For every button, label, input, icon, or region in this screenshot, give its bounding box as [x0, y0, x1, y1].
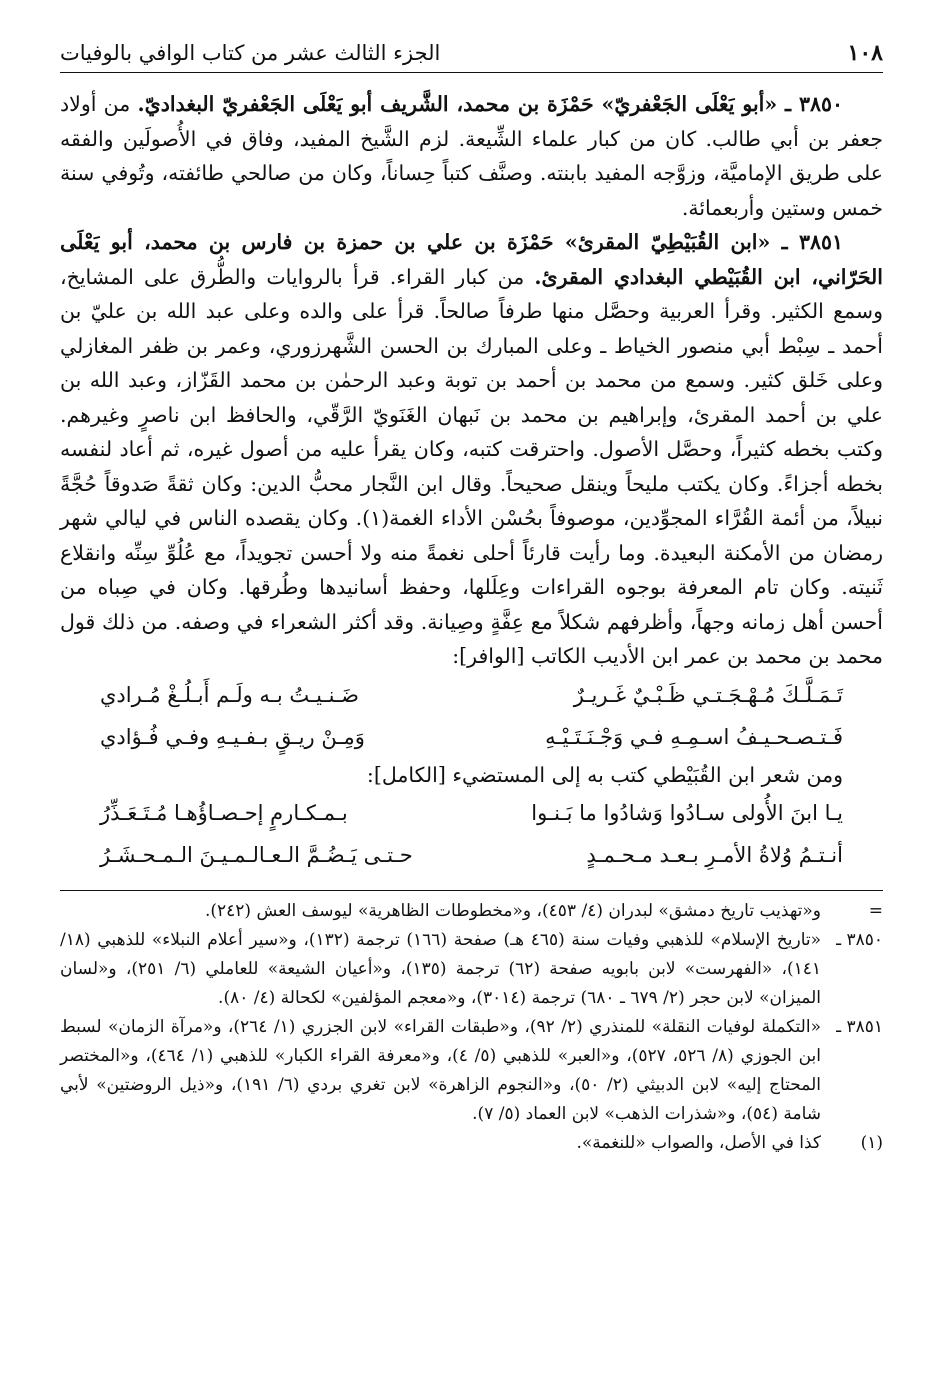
entry-text: من كبار القراء. قرأ بالروايات والطُّرق على المشايخ، وسمع الكثير. وقرأ العربية وحصَّل منها طرفاً صالحاً. قرأ على والده وعلى عبد الله بن عليّ بن أحمد ـ سِبْط أبي منصور الخياط ـ وعلى المبارك بن الحسن الشَّهرزوري، وعمر بن ظفر المغازلي وعلى خَلق كثير. وسمع من محمد بن أحمد بن توبة وعبد الرحمٰن بن محمد القَزّاز، وعبد الله بن علي بن أحمد المقرئ، وإبراهيم بن محمد بن نَبهان الغَنَويّ الرَّقّي، والحافظ ابن ناصرٍ وغيرهم. وكتب بخطه كثيراً، وحصَّل الأصول. واحترقت كتبه، وكان يقرأ عليه من أصول غيره، ثم أعاد لنفسه بخطه أجزاءً. وكان يكتب مليحاً وينقل صحيحاً. وقال ابن النَّجار محبُّ الدين: وكان ثقةً صَدوقاً حُجَّةً نبيلاً، من أئمة القُرَّاء المجوِّدين، موصوفاً بحُسْن الأداء الغمة(١). وكان يقصده الناس في ليالي شهر رمضان من الأمكنة البعيدة. وما رأيت قارئاً أحلى نغمةً منه ولا أحسن تجويداً، مع عُلُوِّ سِنِّه وانقلاع ثَنيته. وكان تام المعرفة بوجوه القراءات وعِلَلها، وحفظ أسانيدها وطُرقها. وكان في صِباه من أحسن أهل زمانه وجهاً، وأظرفهم شكلاً مع عِفَّةٍ وصِيانة. وقد أكثر الشعراء في وصفه. من ذلك قول محمد بن محمد بن عمر ابن الأديب الكاتب [الوافر]:: [60, 264, 884, 668]
hemistich-first: تَـمَـلَّـكَ مُـهْـجَـتـي ظَـبْـيٌ غَـريـرٌ: [573, 682, 843, 707]
footnote-item: [60, 926, 883, 1013]
footnote-item: [60, 1013, 883, 1129]
poem-line: [60, 674, 883, 716]
hemistich-second: ضَـنـيـتُ بـه ولَـم أَبـلُـغْ مُـرادي: [100, 682, 359, 707]
hemistich-second: حـتـى يَـضُـمَّ الـعـالـمـيـنَ الـمـحـشَـرُ: [100, 843, 413, 867]
poem-line: [60, 792, 883, 834]
hemistich-first: فَـتـصـحـيـفُ اسـمِـهِ فـي وَجْـنَـتَـيْـهِ: [545, 724, 843, 749]
entry-heading: «ابن القُبَيْطِيّ المقرئ» حَمْزَة بن علي بن حمزة بن فارس بن محمد، أبو يَعْلَى الحَرّاني، ابن القُبَيْطي البغدادي المقرئ.: [60, 230, 883, 289]
footnote-text: و«تهذيب تاريخ دمشق» لبدران (٤/ ٤٥٣)، و«مخطوطات الظاهرية» ليوسف العش (٢٤٢).: [204, 901, 821, 921]
footnotes: [60, 897, 883, 1158]
footnote-key: =: [868, 901, 883, 921]
entry-3850: ٣٨٥٠ ـ «أبو يَعْلَى الجَعْفريّ» حَمْزَة بن محمد، الشَّريف أبو يَعْلَى الجَعْفريّ البغداديّ. من أولاد جعفر بن أبي طالب. كان من كبار علماء الشِّيعة. لزم الشَّيخ المفيد، وفاق في الأُصولَين والفقه على طريق الإماميَّة، وزوَّجه المفيد بابنته. وصنَّف كتباً حِساناً، وكان من صالحي طائفته، وتُوفي سنة خمس وستين وأربعمائة.: [60, 92, 883, 220]
footnote-text: «التكملة لوفيات النقلة» للمنذري (٢/ ٩٢)، و«طبقات القراء» لابن الجزري (١/ ٢٦٤)، و«مرآة الزمان» لسبط ابن الجوزي (٨/ ٥٢٦، ٥٢٧)، و«العبر» للذهبي (٥/ ٤)، و«معرفة القراء الكبار» للذهبي (١/ ٤٦٤)، و«المختصر المحتاج إليه» لابن الدبيثي (٢/ ٥٠)، و«النجوم الزاهرة» لابن تغري بردي (٦/ ١٩١)، و«ذيل الروضتين» لأبي شامة (٥٤)، و«شذرات الذهب» لابن العماد (٥/ ٧).: [60, 1017, 821, 1124]
footnote-divider: [60, 890, 883, 891]
main-text: [60, 87, 883, 876]
footnote-key: (١): [860, 1133, 883, 1153]
footnote-item: [60, 1129, 883, 1158]
poem-intro: ومن شعر ابن القُبَيْطي كتب به إلى المستضيء [الكامل]:: [366, 762, 843, 787]
entry-number: ٣٨٥٠: [798, 92, 844, 116]
entry-3851: ٣٨٥١ ـ «ابن القُبَيْطِيّ المقرئ» حَمْزَة بن علي بن حمزة بن فارس بن محمد، أبو يَعْلَى الحَرّاني، ابن القُبَيْطي البغدادي المقرئ. من كبار القراء. قرأ بالروايات والطُّرق على المشايخ، وسمع الكثير. وقرأ العربية وحصَّل منها طرفاً صالحاً. قرأ على والده وعلى عبد الله بن عليّ بن أحمد ـ سِبْط أبي منصور الخياط ـ وعلى المبارك بن الحسن الشَّهرزوري، وعمر بن ظفر المغازلي وعلى خَلق كثير. وسمع من محمد بن أحمد بن توبة وعبد الرحمٰن بن محمد القَزّاز، وعبد الله بن علي بن أحمد المقرئ، وإبراهيم بن محمد بن نَبهان الغَنَويّ الرَّقّي، والحافظ ابن ناصرٍ وغيرهم. وكتب بخطه كثيراً، وحصَّل الأصول. واحترقت كتبه، وكان يقرأ عليه من أصول غيره، ثم أعاد لنفسه بخطه أجزاءً. وكان يكتب مليحاً وينقل صحيحاً. وقال ابن النَّجار محبُّ الدين: وكان ثقةً صَدوقاً حُجَّةً نبيلاً، من أئمة القُرَّاء المجوِّدين، موصوفاً بحُسْن الأداء الغمة(١). وكان يقصده الناس في ليالي شهر رمضان من الأمكنة البعيدة. وما رأيت قارئاً أحلى نغمةً منه ولا أحسن تجويداً، مع عُلُوِّ سِنِّه وانقلاع ثَنيته. وكان تام المعرفة بوجوه القراءات وعِلَلها، وحفظ أسانيدها وطُرقها. وكان في صِباه من أحسن أهل زمانه وجهاً، وأظرفهم شكلاً مع عِفَّةٍ وصِيانة. وقد أكثر الشعراء في وصفه. من ذلك قول محمد بن محمد بن عمر ابن الأديب الكاتب [الوافر]:: [60, 230, 884, 668]
entry-heading: «أبو يَعْلَى الجَعْفريّ» حَمْزَة بن محمد، الشَّريف أبو يَعْلَى الجَعْفريّ البغداديّ.: [137, 92, 778, 116]
footnote-key: ٣٨٥١ ـ: [836, 1017, 883, 1037]
footnote-text: كذا في الأصل، والصواب «للنغمة».: [576, 1133, 821, 1153]
hemistich-second: بـمـكـارمٍ إحـصـاؤُهـا مُـتَـعَـذِّرُ: [100, 801, 348, 825]
hemistich-first: يـا ابنَ الأُولى سـادُوا وَشادُوا ما بَـنـوا: [531, 801, 843, 825]
hemistich-second: وَمِـنْ ريـقٍ بـفـيـهِ وفـي فُـؤادي: [100, 724, 365, 749]
page-number: ١٠٨: [847, 40, 883, 66]
running-title: الجزء الثالث عشر من كتاب الوافي بالوفيات: [60, 41, 441, 65]
hemistich-first: أنـتـمُ وُلاةُ الأمـرِ بـعـد مـحـمـدٍ: [586, 843, 843, 867]
footnote-item: [60, 897, 883, 926]
entry-number: ٣٨٥١: [798, 230, 844, 254]
footnote-text: «تاريخ الإسلام» للذهبي وفيات سنة (٤٦٥ هـ) صفحة (١٦٦) ترجمة (١٣٢)، و«سير أعلام النبلاء» للذهبي (١٨/ ١٤١)، «الفهرست» لابن بابويه صفحة (٦٢) ترجمة (١٣٥)، و«أعيان الشيعة» للعاملي (٦/ ٢٥١)، و«لسان الميزان» لابن حجر (٢/ ٦٧٩ ـ ٦٨٠) ترجمة (٣٠١٤)، و«معجم المؤلفين» لكحالة (٤/ ٨٠).: [60, 930, 822, 1008]
entry-text: من أولاد جعفر بن أبي طالب. كان من كبار علماء الشِّيعة. لزم الشَّيخ المفيد، وفاق في الأُصولَين والفقه على طريق الإماميَّة، وزوَّجه المفيد بابنته. وصنَّف كتباً حِساناً، وكان من صالحي طائفته، وتُوفي سنة خمس وستين وأربعمائة.: [60, 92, 883, 220]
footnote-key: ٣٨٥٠ ـ: [836, 930, 883, 950]
poem-line: [60, 716, 883, 758]
poem-line: [60, 834, 883, 876]
page-header: [60, 40, 883, 73]
